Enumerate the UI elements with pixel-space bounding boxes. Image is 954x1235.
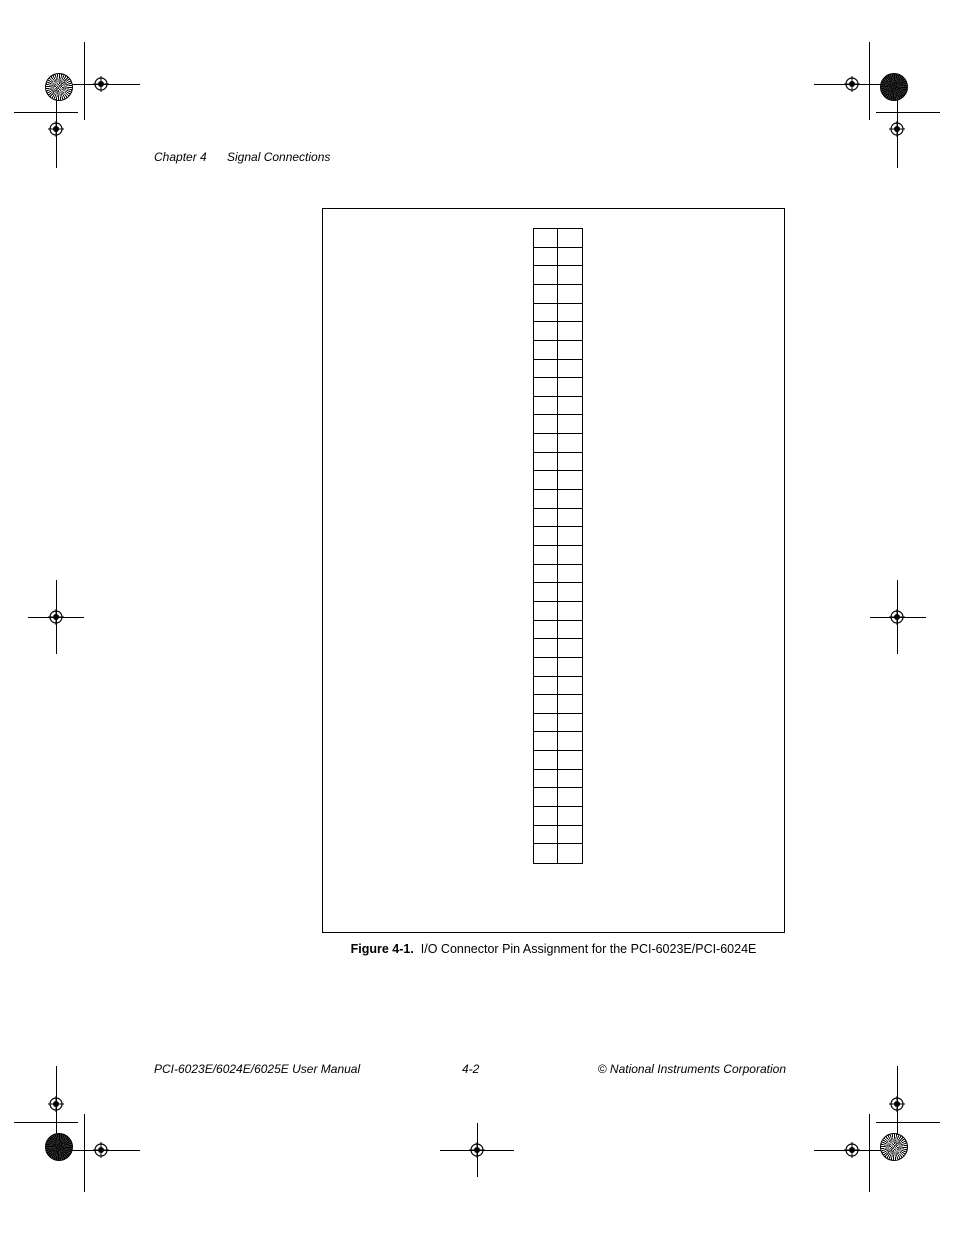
pin-cell bbox=[558, 770, 582, 789]
connector-pin-grid bbox=[533, 228, 583, 864]
pin-cell bbox=[558, 304, 582, 323]
pin-cell bbox=[558, 751, 582, 770]
pin-cell bbox=[558, 639, 582, 658]
pin-cell bbox=[534, 788, 558, 807]
footer-copyright: © National Instruments Corporation bbox=[597, 1062, 786, 1076]
figure-title: I/O Connector Pin Assignment for the PCI-6023E/PCI-6024E bbox=[420, 942, 757, 956]
pin-cell bbox=[558, 471, 582, 490]
pin-cell bbox=[558, 378, 582, 397]
pin-cell bbox=[534, 826, 558, 845]
pin-cell bbox=[534, 639, 558, 658]
footer-page-number: 4-2 bbox=[462, 1062, 480, 1076]
pin-cell bbox=[558, 695, 582, 714]
pin-cell bbox=[534, 509, 558, 528]
pin-cell bbox=[534, 322, 558, 341]
pin-cell bbox=[534, 229, 558, 248]
pin-cell bbox=[534, 378, 558, 397]
pin-cell bbox=[534, 527, 558, 546]
registration-target-icon bbox=[889, 609, 905, 625]
pin-cell bbox=[558, 826, 582, 845]
header-section: Signal Connections bbox=[227, 150, 331, 164]
registration-target-icon bbox=[93, 1142, 109, 1158]
rosette-icon bbox=[880, 1133, 908, 1161]
pin-cell bbox=[558, 360, 582, 379]
registration-target-icon bbox=[48, 121, 64, 137]
registration-target-icon bbox=[844, 1142, 860, 1158]
pin-cell bbox=[558, 453, 582, 472]
registration-target-icon bbox=[889, 121, 905, 137]
pin-cell bbox=[534, 807, 558, 826]
crop-mark-icon bbox=[869, 42, 870, 120]
registration-target-icon bbox=[48, 1096, 64, 1112]
figure-caption bbox=[322, 942, 785, 956]
crop-mark-icon bbox=[14, 112, 78, 113]
pin-cell bbox=[558, 415, 582, 434]
pin-cell bbox=[558, 807, 582, 826]
pin-cell bbox=[534, 490, 558, 509]
pin-cell bbox=[558, 546, 582, 565]
crop-mark-icon bbox=[876, 1122, 940, 1123]
pin-cell bbox=[534, 751, 558, 770]
registration-target-icon bbox=[469, 1142, 485, 1158]
registration-target-icon bbox=[889, 1096, 905, 1112]
pin-cell bbox=[558, 434, 582, 453]
pin-cell bbox=[558, 732, 582, 751]
pin-cell bbox=[534, 471, 558, 490]
pin-cell bbox=[558, 248, 582, 267]
pin-cell bbox=[534, 583, 558, 602]
pin-cell bbox=[534, 266, 558, 285]
rosette-icon bbox=[880, 73, 908, 101]
registration-target-icon bbox=[48, 609, 64, 625]
pin-cell bbox=[534, 360, 558, 379]
pin-cell bbox=[534, 397, 558, 416]
pin-cell bbox=[534, 658, 558, 677]
header-chapter: Chapter 4 bbox=[154, 150, 207, 164]
crop-mark-icon bbox=[84, 42, 85, 120]
crop-mark-icon bbox=[869, 1114, 870, 1192]
pin-cell bbox=[558, 714, 582, 733]
pin-cell bbox=[534, 770, 558, 789]
pin-cell bbox=[558, 322, 582, 341]
pin-cell bbox=[534, 602, 558, 621]
pin-cell bbox=[534, 248, 558, 267]
pin-cell bbox=[534, 732, 558, 751]
crop-mark-icon bbox=[876, 112, 940, 113]
footer-manual-title: PCI-6023E/6024E/6025E User Manual bbox=[154, 1062, 361, 1076]
pin-cell bbox=[534, 565, 558, 584]
pin-cell bbox=[558, 602, 582, 621]
pin-cell bbox=[558, 229, 582, 248]
registration-target-icon bbox=[93, 76, 109, 92]
pin-cell bbox=[534, 285, 558, 304]
crop-mark-icon bbox=[84, 1114, 85, 1192]
pin-cell bbox=[558, 788, 582, 807]
pin-cell bbox=[534, 453, 558, 472]
pin-cell bbox=[558, 490, 582, 509]
pin-cell bbox=[558, 583, 582, 602]
pin-cell bbox=[558, 527, 582, 546]
pin-cell bbox=[534, 341, 558, 360]
rosette-icon bbox=[45, 73, 73, 101]
pin-cell bbox=[534, 714, 558, 733]
pin-cell bbox=[534, 621, 558, 640]
pin-cell bbox=[534, 304, 558, 323]
pin-cell bbox=[558, 509, 582, 528]
pin-cell bbox=[534, 677, 558, 696]
pin-cell bbox=[558, 341, 582, 360]
registration-target-icon bbox=[844, 76, 860, 92]
crop-mark-icon bbox=[14, 1122, 78, 1123]
pin-cell bbox=[534, 844, 558, 863]
figure-label: Figure 4-1. bbox=[350, 942, 414, 956]
pin-cell bbox=[558, 677, 582, 696]
pin-cell bbox=[534, 434, 558, 453]
pin-cell bbox=[558, 621, 582, 640]
pin-cell bbox=[558, 565, 582, 584]
pin-cell bbox=[558, 658, 582, 677]
pin-cell bbox=[534, 546, 558, 565]
pin-cell bbox=[558, 397, 582, 416]
pin-cell bbox=[534, 415, 558, 434]
pin-cell bbox=[558, 266, 582, 285]
pin-cell bbox=[558, 844, 582, 863]
pin-cell bbox=[534, 695, 558, 714]
pin-cell bbox=[558, 285, 582, 304]
rosette-icon bbox=[45, 1133, 73, 1161]
